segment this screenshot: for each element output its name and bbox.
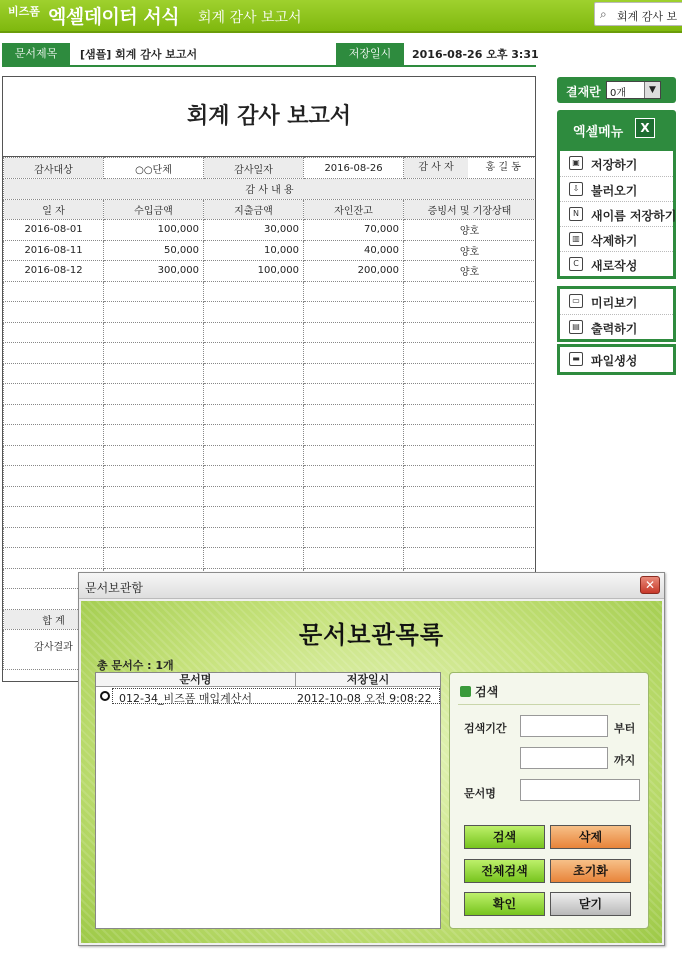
table-cell[interactable] [4, 548, 104, 569]
menu-group-file [557, 148, 676, 279]
search-text: 회계 감사 보 [617, 10, 678, 23]
table-cell[interactable] [204, 363, 304, 384]
period-label: 검색기간 [464, 722, 507, 735]
table-cell[interactable] [4, 281, 104, 302]
docname-label: 문서명 [464, 787, 496, 800]
table-cell[interactable] [4, 302, 104, 323]
result-label: 감사결과 [4, 630, 104, 670]
table-cell[interactable] [204, 527, 304, 548]
document-list[interactable] [95, 672, 441, 929]
table-cell[interactable] [304, 281, 404, 302]
table-cell[interactable] [204, 343, 304, 364]
table-cell[interactable] [104, 445, 204, 466]
menu-item-label: 새로작성 [591, 259, 638, 273]
table-cell[interactable] [404, 466, 536, 487]
table-cell[interactable] [204, 507, 304, 528]
table-cell[interactable]: 70,000 [304, 220, 404, 241]
print-icon: ▤ [569, 320, 583, 334]
table-cell[interactable] [404, 486, 536, 507]
column-header: 일 자 [4, 199, 104, 220]
list-header [96, 673, 440, 687]
list-item-name: 012-34_비즈폼 매입계산서 [119, 692, 252, 705]
search-panel [449, 672, 649, 929]
search-button[interactable]: 검색 [464, 825, 545, 849]
new-document-button[interactable] [560, 251, 673, 276]
table-cell[interactable] [4, 343, 104, 364]
table-cell[interactable] [304, 425, 404, 446]
delete-button[interactable] [560, 226, 673, 251]
table-cell[interactable] [404, 527, 536, 548]
document-count: 총 문서수 : 1개 [97, 659, 174, 672]
table-row [4, 343, 536, 364]
trash-icon: ▥ [569, 232, 583, 246]
open-icon: ⇩ [569, 182, 583, 196]
table-cell[interactable] [4, 322, 104, 343]
brand-logo: 비즈폼 [8, 5, 40, 18]
col-header-date[interactable]: 저장일시 [346, 673, 390, 686]
col-header-name[interactable]: 문서명 [96, 673, 296, 687]
dialog-body [81, 601, 662, 943]
save-date-label: 저장일시 [336, 43, 404, 65]
table-cell[interactable] [104, 548, 204, 569]
from-label: 부터 [614, 722, 636, 735]
menu-item-label: 미리보기 [591, 296, 638, 310]
preview-button[interactable] [560, 289, 673, 314]
save-as-icon: N [569, 207, 583, 221]
approval-box [557, 77, 676, 103]
document-archive-dialog [78, 572, 665, 946]
delete-button[interactable]: 삭제 [550, 825, 631, 849]
table-cell[interactable] [404, 302, 536, 323]
table-row [4, 363, 536, 384]
search-input[interactable] [594, 2, 682, 26]
table-cell[interactable] [104, 322, 204, 343]
list-item-date: 2012-10-08 오전 9:08:22 [297, 692, 432, 705]
table-cell[interactable] [404, 548, 536, 569]
column-header: 지출금액 [204, 199, 304, 220]
table-row [4, 240, 536, 261]
table-cell[interactable] [4, 507, 104, 528]
table-row [4, 466, 536, 487]
table-cell[interactable] [304, 363, 404, 384]
table-cell[interactable] [104, 404, 204, 425]
table-cell[interactable] [204, 425, 304, 446]
table-cell[interactable] [204, 445, 304, 466]
table-cell[interactable]: 양호 [404, 240, 536, 261]
divider [458, 704, 640, 705]
table-cell[interactable]: 양호 [404, 261, 536, 282]
table-cell[interactable] [104, 384, 204, 405]
table-cell[interactable] [4, 384, 104, 405]
table-cell[interactable]: 50,000 [104, 240, 204, 261]
table-cell[interactable] [204, 384, 304, 405]
chevron-down-icon[interactable]: ▼ [644, 82, 660, 98]
table-row [4, 425, 536, 446]
save-icon: ▣ [569, 156, 583, 170]
period-from-input[interactable] [520, 715, 608, 737]
table-cell[interactable] [104, 281, 204, 302]
approval-select-value: 0개 [610, 88, 627, 99]
close-icon[interactable]: ✕ [640, 576, 660, 594]
table-cell[interactable] [4, 466, 104, 487]
menu-item-label: 새이름 저장하기 [591, 209, 677, 223]
app-header [0, 0, 682, 33]
table-row [4, 261, 536, 282]
reset-button[interactable]: 초기화 [550, 859, 631, 883]
table-cell[interactable] [204, 466, 304, 487]
table-row [4, 384, 536, 405]
table-row [4, 486, 536, 507]
table-cell[interactable] [404, 281, 536, 302]
table-row [4, 281, 536, 302]
table-cell[interactable] [4, 404, 104, 425]
table-cell[interactable] [204, 302, 304, 323]
table-cell[interactable] [204, 404, 304, 425]
table-row [4, 445, 536, 466]
table-cell[interactable]: 2016-08-01 [4, 220, 104, 241]
table-cell[interactable] [304, 384, 404, 405]
excel-icon: X [635, 118, 655, 138]
table-row [4, 404, 536, 425]
auditor-cell [404, 158, 536, 179]
table-cell[interactable]: 2016-08-12 [4, 261, 104, 282]
table-cell[interactable]: 100,000 [204, 261, 304, 282]
table-cell[interactable] [404, 445, 536, 466]
dialog-titlebar[interactable] [79, 573, 664, 599]
table-cell[interactable] [304, 466, 404, 487]
table-cell[interactable] [104, 486, 204, 507]
table-cell[interactable] [204, 281, 304, 302]
audit-date-label: 감사일자 [204, 158, 304, 179]
table-cell[interactable] [4, 363, 104, 384]
save-date-value: 2016-08-26 오후 3:31 [412, 48, 539, 61]
table-cell[interactable] [4, 486, 104, 507]
table-cell[interactable]: 2016-08-11 [4, 240, 104, 261]
menu-group-print [557, 286, 676, 342]
table-cell[interactable] [104, 302, 204, 323]
table-cell[interactable] [304, 507, 404, 528]
menu-item-label: 저장하기 [591, 158, 638, 172]
excel-menu-header [557, 110, 676, 148]
print-button[interactable] [560, 314, 673, 339]
table-cell[interactable] [404, 343, 536, 364]
menu-item-label: 파일생성 [591, 354, 638, 368]
preview-icon: ▭ [569, 294, 583, 308]
approval-label: 결재란 [566, 85, 601, 99]
table-cell[interactable] [104, 527, 204, 548]
table-cell[interactable] [204, 548, 304, 569]
column-header: 수입금액 [104, 199, 204, 220]
table-cell[interactable] [304, 486, 404, 507]
table-cell[interactable] [404, 425, 536, 446]
period-to-input[interactable] [520, 747, 608, 769]
table-row [4, 548, 536, 569]
menu-item-label: 불러오기 [591, 184, 638, 198]
doc-title-label: 문서제목 [2, 43, 70, 65]
table-cell[interactable] [104, 425, 204, 446]
save-button[interactable] [560, 151, 673, 176]
table-cell[interactable] [404, 363, 536, 384]
auditor-value[interactable]: 홍 길 동 [485, 162, 521, 173]
table-cell[interactable] [4, 527, 104, 548]
new-document-icon: C [569, 257, 583, 271]
table-cell[interactable] [304, 404, 404, 425]
page-subtitle: 회계 감사 보고서 [198, 10, 302, 26]
table-cell[interactable] [304, 445, 404, 466]
radio-button[interactable] [100, 691, 110, 701]
table-cell[interactable] [304, 343, 404, 364]
table-cell[interactable] [104, 343, 204, 364]
search-panel-title: 검색 [460, 683, 498, 700]
table-cell[interactable] [304, 527, 404, 548]
table-cell[interactable]: 100,000 [104, 220, 204, 241]
table-cell[interactable] [104, 507, 204, 528]
folder-icon: ▬ [569, 352, 583, 366]
target-value[interactable]: ○○단체 [104, 158, 204, 179]
divider [2, 65, 536, 67]
dialog-heading: 문서보관목록 [298, 621, 445, 649]
table-cell[interactable]: 30,000 [204, 220, 304, 241]
approval-select[interactable] [606, 81, 661, 99]
list-item-cells[interactable] [112, 688, 440, 704]
menu-item-label: 삭제하기 [591, 234, 638, 248]
report-title: 회계 감사 보고서 [3, 77, 535, 157]
ok-button[interactable]: 확인 [464, 892, 545, 916]
table-cell[interactable]: 200,000 [304, 261, 404, 282]
to-label: 까지 [614, 754, 636, 767]
table-cell[interactable]: 300,000 [104, 261, 204, 282]
total-label: 합 계 [4, 609, 104, 630]
search-icon: ⌕ [600, 7, 607, 21]
list-item[interactable] [96, 688, 440, 704]
docname-input[interactable] [520, 779, 640, 801]
dialog-title: 문서보관함 [85, 581, 143, 595]
table-row [4, 220, 536, 241]
table-cell[interactable] [404, 507, 536, 528]
table-row [4, 527, 536, 548]
table-cell[interactable] [404, 404, 536, 425]
close-button[interactable]: 닫기 [550, 892, 631, 916]
table-row [4, 507, 536, 528]
table-cell[interactable] [304, 548, 404, 569]
table-row [4, 302, 536, 323]
column-header-row [4, 199, 536, 220]
table-cell[interactable] [304, 322, 404, 343]
table-cell[interactable] [4, 425, 104, 446]
table-cell[interactable]: 양호 [404, 220, 536, 241]
excel-menu-title: 엑셀메뉴 [573, 125, 624, 140]
doc-title-value: [샘플] 회계 감사 보고서 [80, 48, 198, 61]
save-as-button[interactable] [560, 201, 677, 226]
table-cell[interactable] [104, 466, 204, 487]
table-cell[interactable] [304, 302, 404, 323]
target-label: 감사대상 [4, 158, 104, 179]
table-row [4, 322, 536, 343]
table-cell[interactable]: 40,000 [304, 240, 404, 261]
create-file-button[interactable] [560, 347, 673, 372]
table-cell[interactable] [404, 322, 536, 343]
column-header: 증빙서 및 기장상태 [404, 199, 536, 220]
auditor-label: 감 사 자 [404, 158, 468, 178]
table-cell[interactable] [204, 322, 304, 343]
menu-group-create [557, 344, 676, 375]
open-button[interactable] [560, 176, 673, 201]
table-cell[interactable] [4, 445, 104, 466]
brand-title: 엑셀데이터 서식 [48, 6, 180, 28]
table-cell[interactable] [204, 486, 304, 507]
column-header: 자인잔고 [304, 199, 404, 220]
audit-date-value[interactable]: 2016-08-26 [304, 158, 404, 179]
table-cell[interactable] [404, 384, 536, 405]
menu-item-label: 출력하기 [591, 322, 638, 336]
content-header: 감 사 내 용 [4, 179, 536, 200]
search-title-icon [460, 686, 471, 697]
table-cell[interactable] [104, 363, 204, 384]
table-cell[interactable]: 10,000 [204, 240, 304, 261]
search-all-button[interactable]: 전체검색 [464, 859, 545, 883]
